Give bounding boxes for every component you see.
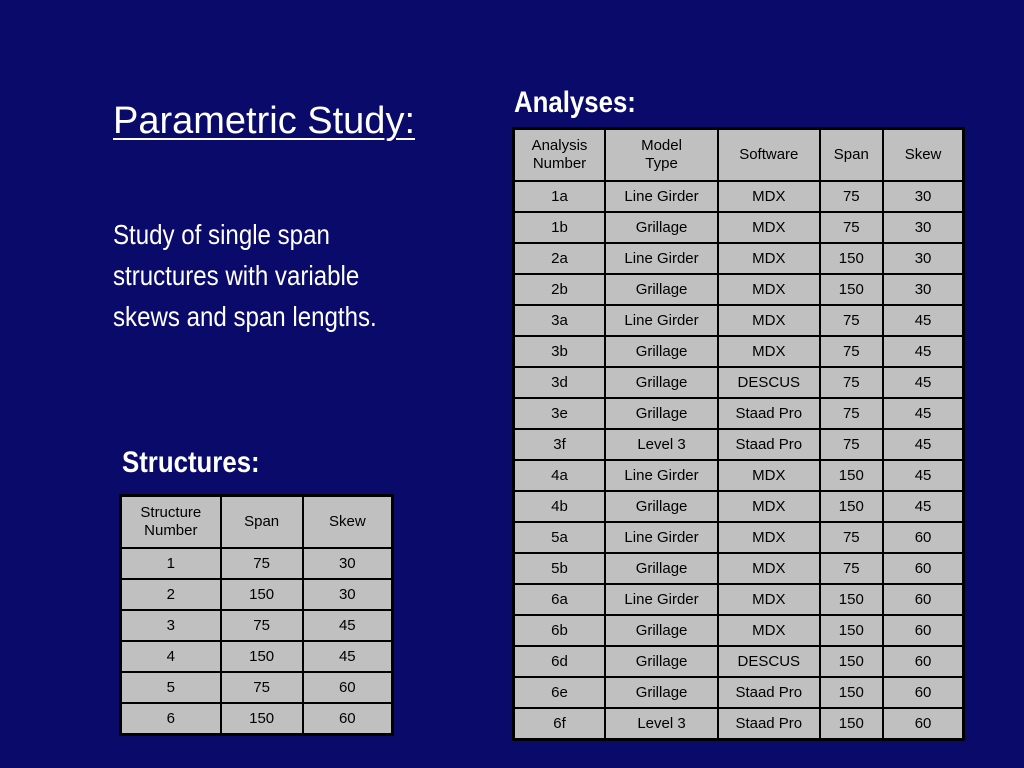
table-row [514,243,964,274]
structures-table-body [121,548,393,735]
analyses-cell: 75 [820,336,884,367]
analyses-cell: 150 [820,677,884,708]
analyses-cell: 60 [883,677,963,708]
analyses-cell: 45 [883,367,963,398]
analyses-cell: MDX [718,553,819,584]
analyses-cell: Staad Pro [718,708,819,740]
structures-cell: 30 [303,548,393,579]
analyses-cell: Grillage [605,553,718,584]
analyses-cell: 45 [883,398,963,429]
analyses-cell: Grillage [605,367,718,398]
analyses-cell: MDX [718,274,819,305]
analyses-cell: MDX [718,522,819,553]
analyses-cell: Grillage [605,336,718,367]
analyses-cell: 45 [883,429,963,460]
analyses-heading: Analyses: [514,86,636,119]
table-row [514,212,964,243]
structures-table [119,494,394,736]
analyses-cell: 60 [883,615,963,646]
analyses-cell: 3e [514,398,605,429]
analyses-cell: 6a [514,584,605,615]
analyses-cell: 3a [514,305,605,336]
analyses-cell: 60 [883,584,963,615]
analyses-cell: 4a [514,460,605,491]
analyses-cell: 5a [514,522,605,553]
analyses-cell: Line Girder [605,584,718,615]
table-row [121,672,393,703]
analyses-cell: MDX [718,615,819,646]
table-row [514,274,964,305]
analyses-cell: Grillage [605,646,718,677]
analyses-cell: 30 [883,243,963,274]
table-row [121,641,393,672]
structures-column-header: Structure Number [121,496,221,549]
analyses-cell: Staad Pro [718,398,819,429]
table-row [514,336,964,367]
analyses-cell: 1b [514,212,605,243]
analyses-cell: 3b [514,336,605,367]
analyses-cell: Line Girder [605,460,718,491]
analyses-cell: 75 [820,429,884,460]
analyses-cell: MDX [718,212,819,243]
structures-cell: 1 [121,548,221,579]
analyses-cell: 6f [514,708,605,740]
analyses-cell: Grillage [605,677,718,708]
analyses-cell: 150 [820,646,884,677]
analyses-cell: MDX [718,460,819,491]
structures-column-header: Span [221,496,303,549]
analyses-table-header [514,129,964,182]
analyses-cell: Line Girder [605,243,718,274]
analyses-cell: DESCUS [718,367,819,398]
table-row [121,703,393,735]
structures-cell: 75 [221,610,303,641]
analyses-cell: 75 [820,553,884,584]
table-row [514,708,964,740]
analyses-cell: 45 [883,336,963,367]
table-row [514,584,964,615]
structures-column-header: Skew [303,496,393,549]
analyses-cell: 75 [820,181,884,212]
analyses-column-header: Span [820,129,884,182]
analyses-cell: 75 [820,212,884,243]
analyses-cell: MDX [718,181,819,212]
analyses-cell: MDX [718,305,819,336]
analyses-cell: MDX [718,336,819,367]
analyses-cell: Grillage [605,491,718,522]
structures-cell: 150 [221,703,303,735]
analyses-cell: Level 3 [605,429,718,460]
structures-cell: 75 [221,548,303,579]
analyses-cell: 60 [883,708,963,740]
slide-description: Study of single span structures with variable skews and span lengths. [113,219,377,332]
structures-cell: 45 [303,610,393,641]
structures-cell: 150 [221,579,303,610]
analyses-cell: 60 [883,522,963,553]
table-row [514,522,964,553]
analyses-cell: Line Girder [605,522,718,553]
analyses-cell: 150 [820,615,884,646]
table-row [514,398,964,429]
table-row [514,491,964,522]
analyses-cell: 60 [883,646,963,677]
analyses-cell: Grillage [605,274,718,305]
analyses-cell: 3d [514,367,605,398]
analyses-cell: MDX [718,584,819,615]
analyses-cell: 30 [883,181,963,212]
analyses-cell: 150 [820,491,884,522]
analyses-cell: Grillage [605,212,718,243]
structures-cell: 30 [303,579,393,610]
analyses-cell: 6e [514,677,605,708]
analyses-cell: 75 [820,398,884,429]
analyses-cell: 150 [820,243,884,274]
analyses-cell: 2a [514,243,605,274]
table-row [121,610,393,641]
analyses-column-header: Analysis Number [514,129,605,182]
structures-cell: 5 [121,672,221,703]
analyses-table-body [514,181,964,740]
analyses-column-header: Software [718,129,819,182]
analyses-cell: Level 3 [605,708,718,740]
analyses-cell: 5b [514,553,605,584]
structures-cell: 60 [303,703,393,735]
structures-cell: 45 [303,641,393,672]
analyses-cell: 75 [820,305,884,336]
table-row [514,305,964,336]
analyses-cell: 4b [514,491,605,522]
table-row [514,553,964,584]
analyses-cell: 1a [514,181,605,212]
analyses-cell: Staad Pro [718,429,819,460]
structures-cell: 75 [221,672,303,703]
structures-cell: 60 [303,672,393,703]
analyses-cell: Grillage [605,398,718,429]
analyses-column-header: Model Type [605,129,718,182]
table-row [514,615,964,646]
analyses-cell: 3f [514,429,605,460]
analyses-cell: 30 [883,212,963,243]
structures-cell: 3 [121,610,221,641]
analyses-cell: 45 [883,460,963,491]
analyses-cell: 2b [514,274,605,305]
analyses-cell: Grillage [605,615,718,646]
analyses-cell: Line Girder [605,305,718,336]
table-row [121,579,393,610]
analyses-cell: 150 [820,584,884,615]
table-row [514,677,964,708]
analyses-cell: 6d [514,646,605,677]
structures-cell: 6 [121,703,221,735]
analyses-table [512,127,965,741]
table-row [514,646,964,677]
analyses-cell: 150 [820,460,884,491]
slide-title: Parametric Study: [113,100,415,142]
structures-heading: Structures: [122,446,260,479]
analyses-column-header: Skew [883,129,963,182]
analyses-cell: 6b [514,615,605,646]
structures-header-row [121,496,393,549]
structures-cell: 4 [121,641,221,672]
analyses-cell: MDX [718,243,819,274]
table-row [514,367,964,398]
analyses-cell: MDX [718,491,819,522]
analyses-cell: 60 [883,553,963,584]
analyses-cell: 150 [820,708,884,740]
analyses-cell: 75 [820,367,884,398]
analyses-cell: Line Girder [605,181,718,212]
structures-table-header [121,496,393,549]
analyses-header-row [514,129,964,182]
table-row [121,548,393,579]
table-row [514,460,964,491]
analyses-cell: 45 [883,491,963,522]
analyses-cell: 75 [820,522,884,553]
table-row [514,181,964,212]
analyses-cell: 30 [883,274,963,305]
analyses-cell: 45 [883,305,963,336]
table-row [514,429,964,460]
analyses-cell: 150 [820,274,884,305]
analyses-cell: DESCUS [718,646,819,677]
structures-cell: 2 [121,579,221,610]
analyses-cell: Staad Pro [718,677,819,708]
structures-cell: 150 [221,641,303,672]
